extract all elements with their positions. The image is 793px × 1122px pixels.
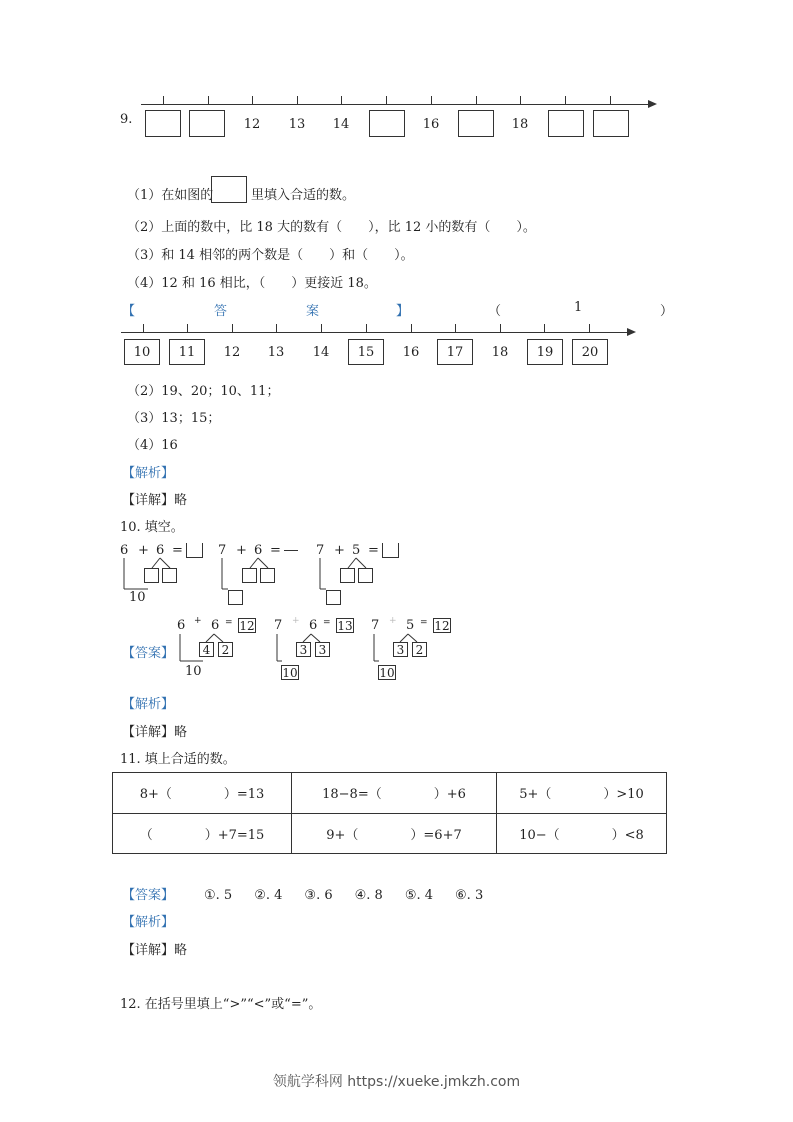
split-blank[interactable] bbox=[358, 568, 373, 583]
split-box: 2 bbox=[218, 642, 233, 657]
split-box: 3 bbox=[315, 642, 330, 657]
inline-box bbox=[211, 176, 247, 203]
tick bbox=[500, 324, 501, 332]
answer-box: 10 bbox=[124, 339, 160, 365]
table-cell[interactable]: 18−8=（ ）+6 bbox=[292, 773, 497, 814]
analysis-label: 【解析】 bbox=[122, 466, 175, 481]
answer-3: （3）13；15； bbox=[127, 411, 221, 426]
sub-question-1-pre: （1）在如图的 bbox=[127, 188, 214, 203]
tick bbox=[143, 324, 144, 332]
equals-sign: = bbox=[270, 543, 281, 558]
tick-label: 16 bbox=[402, 345, 420, 360]
split-blank[interactable] bbox=[162, 568, 177, 583]
addend: 6 bbox=[254, 543, 263, 558]
table-cell[interactable]: 8+（ ）=13 bbox=[113, 773, 292, 814]
addend: 6 bbox=[177, 618, 186, 633]
ten-blank[interactable] bbox=[228, 590, 243, 605]
number-line-axis bbox=[141, 104, 649, 105]
answer-item: ④. 8 bbox=[354, 888, 383, 903]
split-box: 3 bbox=[393, 642, 408, 657]
equals-sign: = bbox=[323, 618, 331, 628]
tick-label: 18 bbox=[511, 117, 529, 132]
answer-label: 【答案】 bbox=[122, 888, 175, 903]
split-blank[interactable] bbox=[340, 568, 355, 583]
tick bbox=[276, 324, 277, 332]
paren-close: ） bbox=[660, 304, 674, 319]
addend: 7 bbox=[218, 543, 227, 558]
question-12-title: 12. 在括号里填上“>”“<”或“=”。 bbox=[120, 997, 322, 1012]
plus-sign: + bbox=[292, 616, 300, 626]
tick bbox=[565, 96, 566, 104]
result-blank[interactable] bbox=[284, 550, 298, 551]
tick-label: 12 bbox=[243, 117, 261, 132]
split-box: 2 bbox=[412, 642, 427, 657]
answer-box: 17 bbox=[437, 339, 473, 365]
tick bbox=[476, 96, 477, 104]
split-box: 4 bbox=[199, 642, 214, 657]
sub-question-4: （4）12 和 16 相比，（ ）更接近 18。 bbox=[127, 276, 377, 291]
answer-box: 19 bbox=[527, 339, 563, 365]
blank-box[interactable] bbox=[189, 110, 225, 137]
tick bbox=[341, 96, 342, 104]
split-box: 3 bbox=[296, 642, 311, 657]
bracket-open: 【 bbox=[122, 304, 136, 319]
number-line-axis bbox=[121, 332, 628, 333]
table-row bbox=[113, 773, 667, 814]
question-title: 11. 填上合适的数。 bbox=[120, 752, 236, 767]
addend: 7 bbox=[274, 618, 283, 633]
arrow-icon bbox=[627, 328, 636, 336]
addend: 6 bbox=[120, 543, 129, 558]
result-box: 12 bbox=[239, 618, 255, 633]
detail-label: 【详解】略 bbox=[122, 943, 188, 958]
blank-box[interactable] bbox=[548, 110, 584, 137]
tick bbox=[610, 96, 611, 104]
paren-open: （ bbox=[488, 304, 502, 319]
addend: 7 bbox=[371, 618, 380, 633]
tick bbox=[386, 96, 387, 104]
plus-sign: + bbox=[389, 616, 397, 626]
answer-box: 15 bbox=[348, 339, 384, 365]
result-box: 13 bbox=[337, 618, 353, 633]
equals-sign: = bbox=[225, 618, 233, 628]
ten-box: 10 bbox=[379, 665, 395, 680]
split-blank[interactable] bbox=[242, 568, 257, 583]
result-blank[interactable] bbox=[382, 543, 399, 558]
addend: 5 bbox=[406, 618, 415, 633]
answer-2: （2）19、20；10、11； bbox=[127, 384, 280, 399]
plus-sign: + bbox=[236, 543, 247, 558]
plus-sign: + bbox=[334, 543, 345, 558]
tick-label: 16 bbox=[422, 117, 440, 132]
footer-watermark: 领航学科网 https://xueke.jmkzh.com bbox=[272, 1074, 521, 1090]
tick bbox=[366, 324, 367, 332]
sub-number: 1 bbox=[574, 300, 583, 315]
question-title: 10. 填空。 bbox=[120, 520, 184, 535]
tick bbox=[297, 96, 298, 104]
table-cell[interactable]: 10−（ ）<8 bbox=[497, 813, 667, 854]
sub-question-3: （3）和 14 相邻的两个数是（ ）和（ ）。 bbox=[127, 248, 414, 263]
tick bbox=[208, 96, 209, 104]
answer-char: 答 bbox=[214, 304, 228, 319]
answer-item: ③. 6 bbox=[304, 888, 333, 903]
tick bbox=[252, 96, 253, 104]
answer-item: ⑥. 3 bbox=[455, 888, 484, 903]
addend: 5 bbox=[352, 543, 361, 558]
ten-box: 10 bbox=[282, 665, 298, 680]
answer-line bbox=[122, 884, 505, 903]
result-blank[interactable] bbox=[186, 543, 203, 558]
blank-box[interactable] bbox=[458, 110, 494, 137]
answer-label: 【答案】 bbox=[122, 646, 175, 661]
tick bbox=[455, 324, 456, 332]
blank-box[interactable] bbox=[593, 110, 629, 137]
tick-label: 14 bbox=[312, 345, 330, 360]
ten-label: 10 bbox=[129, 590, 146, 605]
sub-question-2: （2）上面的数中，比 18 大的数有（ ），比 12 小的数有（ ）。 bbox=[127, 220, 536, 235]
tick bbox=[520, 96, 521, 104]
answer-item: ⑤. 4 bbox=[404, 888, 434, 903]
split-blank[interactable] bbox=[144, 568, 159, 583]
answer-item: ②. 4 bbox=[254, 888, 283, 903]
table-cell[interactable]: 5+（ ）>10 bbox=[497, 773, 667, 814]
addend: 6 bbox=[211, 618, 220, 633]
plus-sign: + bbox=[194, 616, 202, 626]
analysis-label: 【解析】 bbox=[122, 697, 175, 712]
bracket-close: 】 bbox=[396, 304, 410, 319]
detail-label: 【详解】略 bbox=[122, 493, 188, 508]
tick bbox=[232, 324, 233, 332]
tick-label: 18 bbox=[491, 345, 509, 360]
addend: 7 bbox=[316, 543, 325, 558]
answer-box: 11 bbox=[169, 339, 205, 365]
fill-in-table bbox=[112, 772, 667, 854]
tick bbox=[321, 324, 322, 332]
answer-box: 20 bbox=[572, 339, 608, 365]
blank-box[interactable] bbox=[145, 110, 181, 137]
question-number: 9. bbox=[120, 112, 133, 127]
split-blank[interactable] bbox=[260, 568, 275, 583]
arrow-icon bbox=[648, 100, 657, 108]
equals-sign: = bbox=[172, 543, 183, 558]
ten-blank[interactable] bbox=[326, 590, 341, 605]
analysis-label: 【解析】 bbox=[122, 915, 175, 930]
detail-label: 【详解】略 bbox=[122, 725, 188, 740]
ten-label: 10 bbox=[185, 664, 202, 679]
tick bbox=[589, 324, 590, 332]
equals-sign: = bbox=[368, 543, 379, 558]
tick bbox=[544, 324, 545, 332]
blank-box[interactable] bbox=[369, 110, 405, 137]
equals-sign: = bbox=[420, 618, 428, 628]
table-row bbox=[113, 813, 667, 854]
answer-item: ①. 5 bbox=[204, 888, 233, 903]
tick-label: 13 bbox=[267, 345, 285, 360]
tick-label: 13 bbox=[288, 117, 306, 132]
addend: 6 bbox=[309, 618, 318, 633]
tick bbox=[431, 96, 432, 104]
answer-4: （4）16 bbox=[127, 438, 178, 453]
tick bbox=[163, 96, 164, 104]
answer-char: 案 bbox=[306, 304, 320, 319]
tick-label: 14 bbox=[332, 117, 350, 132]
table-cell[interactable]: 9+（ ）=6+7 bbox=[292, 813, 497, 854]
addend: 6 bbox=[156, 543, 165, 558]
tick bbox=[187, 324, 188, 332]
tick bbox=[411, 324, 412, 332]
table-cell[interactable]: （ ）+7=15 bbox=[113, 813, 292, 854]
plus-sign: + bbox=[138, 543, 149, 558]
sub-question-1-post: 里填入合适的数。 bbox=[251, 188, 356, 203]
tick-label: 12 bbox=[223, 345, 241, 360]
result-box: 12 bbox=[434, 618, 450, 633]
